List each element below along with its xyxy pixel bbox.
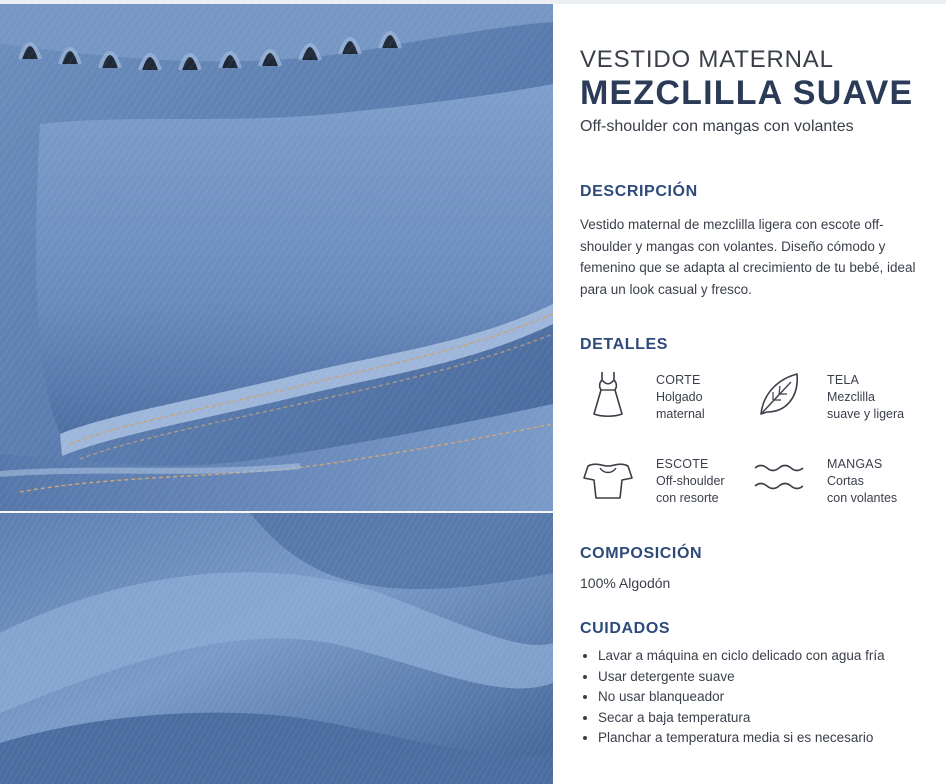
detail-corte-line1: Holgado xyxy=(656,390,703,404)
product-title-line2: MEZCLILLA SUAVE xyxy=(580,74,914,112)
product-title-line1: VESTIDO MATERNAL xyxy=(580,46,834,73)
detail-escote xyxy=(580,450,750,510)
detail-mangas xyxy=(751,450,921,510)
detail-escote-label: ESCOTE xyxy=(656,457,709,471)
care-item: • No usar blanqueador xyxy=(598,687,885,708)
off-shoulder-top-icon xyxy=(580,450,636,506)
composition-value: 100% Algodón xyxy=(580,575,671,591)
care-item: • Planchar a temperatura media si es necesario xyxy=(598,728,885,749)
product-subtitle: Off-shoulder con mangas con volantes xyxy=(580,118,854,135)
detail-mangas-line2: con volantes xyxy=(827,491,898,505)
care-item: • Secar a baja temperatura xyxy=(598,708,885,729)
detail-tela-label: TELA xyxy=(827,373,860,387)
detail-mangas-label: MANGAS xyxy=(827,457,883,471)
detail-corte-line2: maternal xyxy=(656,407,705,421)
dress-icon xyxy=(580,366,636,422)
details-heading: DETALLES xyxy=(580,336,669,353)
detail-escote-line2: con resorte xyxy=(656,491,719,505)
composition-heading: COMPOSICIÓN xyxy=(580,545,703,562)
wavy-lines-icon xyxy=(751,450,807,506)
detail-tela xyxy=(751,366,921,426)
description-heading: DESCRIPCIÓN xyxy=(580,183,698,200)
denim-fabric-closeup-photo xyxy=(0,513,553,784)
care-item: • Lavar a máquina en ciclo delicado con agua fría xyxy=(598,646,885,667)
denim-ruffle-photo xyxy=(0,4,553,511)
detail-tela-line2: suave y ligera xyxy=(827,407,905,421)
care-list xyxy=(580,646,885,749)
detail-mangas-line1: Cortas xyxy=(827,474,864,488)
leaf-icon xyxy=(751,366,807,422)
care-item: • Usar detergente suave xyxy=(598,667,885,688)
care-heading: CUIDADOS xyxy=(580,620,671,637)
description-text: Vestido maternal de mezclilla ligera con escote off-shoulder y mangas con volantes. Diseño cómodo y femenino que se adapta al crecimiento de tu bebé, ideal para un look casual y fresco. xyxy=(580,217,916,297)
detail-escote-line1: Off-shoulder xyxy=(656,474,725,488)
product-photos xyxy=(0,4,553,784)
detail-tela-line1: Mezclilla xyxy=(827,390,875,404)
detail-corte-label: CORTE xyxy=(656,373,701,387)
detail-corte xyxy=(580,366,750,426)
